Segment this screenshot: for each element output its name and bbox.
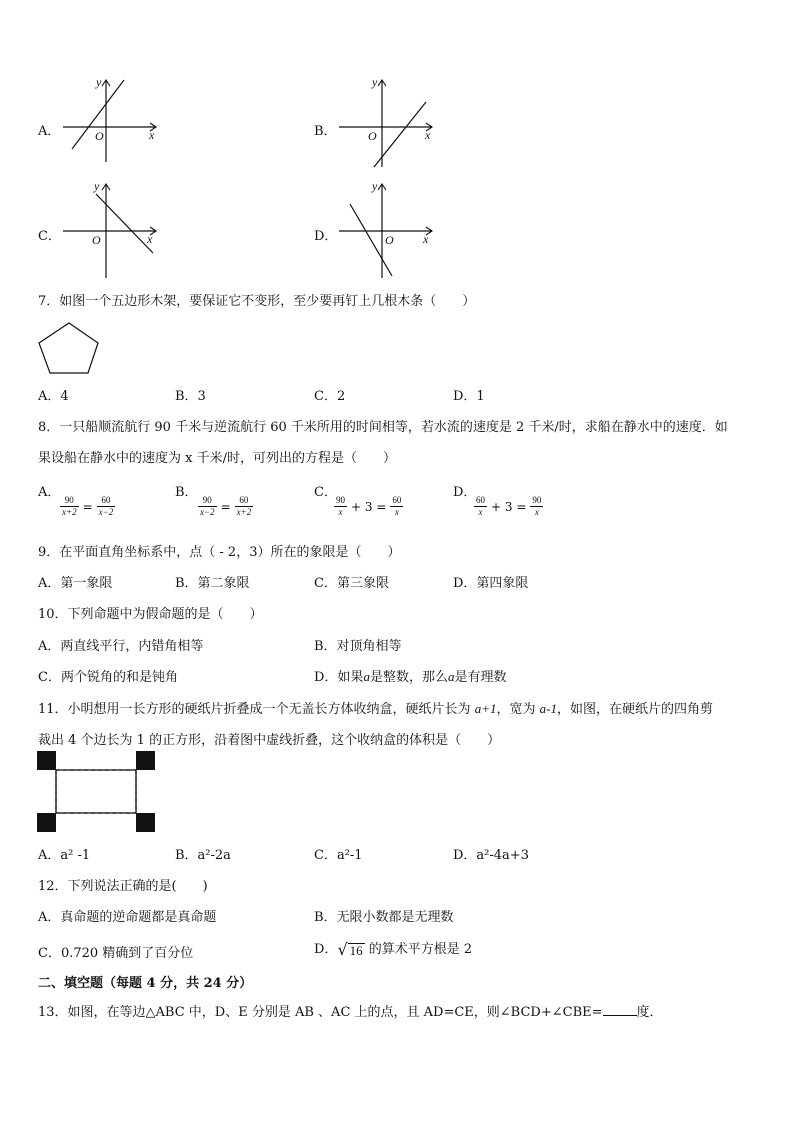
fraction: $\frac{60}{x+2}$	[236, 495, 252, 517]
origin-label: O	[368, 129, 377, 143]
q7-stem: 7．如图一个五边形木架，要保证它不变形，至少要再钉上几根木条（ ）	[38, 294, 476, 309]
q9-option-c: C．第三象限	[314, 576, 389, 591]
q13-stem: 13．如图，在等边△ABC 中，D、E 分别是 AB 、AC 上的点，且 AD=CE，则∠BCD+∠CBE= 度．	[38, 1005, 663, 1020]
section-2-title: 二、填空题（每题 4 分，共 24 分）	[38, 976, 253, 991]
q11-stem-line2: 裁出 4 个边长为 1 的正方形，沿着图中虚线折叠，这个收纳盒的体积是（ ）	[38, 733, 501, 748]
q11-option-a: A．a² -1	[38, 848, 91, 863]
q10-option-a: A．两直线平行，内错角相等	[38, 639, 204, 654]
origin-label: O	[385, 233, 394, 247]
pentagon-figure-icon	[36, 320, 102, 376]
q7-option-c: C．2	[314, 389, 346, 404]
q7-option-b: B．3	[175, 389, 206, 404]
origin-label: O	[92, 233, 101, 247]
q9-stem: 9．在平面直角坐标系中，点（ - 2，3）所在的象限是（ ）	[38, 545, 401, 560]
axis-x-label: x	[425, 128, 431, 142]
q8-option-a: $\frac{90}{x+2}$ = $\frac{60}{x-2}$	[62, 495, 114, 517]
fraction: $\frac{60}{x-2}$	[98, 495, 114, 517]
box-net-figure-icon	[36, 750, 160, 836]
q12-stem: 12．下列说法正确的是( )	[38, 879, 208, 894]
q12-option-c: C．0.720 精确到了百分位	[38, 946, 194, 961]
q8-option-d-letter: D．	[453, 485, 477, 500]
q11-option-c: C．a²-1	[314, 848, 363, 863]
q8-stem-line1: 8．一只船顺流航行 90 千米与逆流航行 60 千米所用的时间相等，若水流的速度是 2 千米/时，求船在静水中的速度．如	[38, 420, 728, 435]
q9-option-d: D．第四象限	[453, 576, 529, 591]
q10-option-b: B．对顶角相等	[314, 639, 402, 654]
fraction: $\frac{90}{x+2}$	[62, 495, 77, 517]
axis-x-label: x	[149, 128, 155, 142]
answer-blank[interactable]	[603, 1003, 637, 1016]
q9-option-b: B．第二象限	[175, 576, 250, 591]
q8-option-a-letter: A．	[38, 485, 61, 500]
q7-option-d: D．1	[453, 389, 485, 404]
q12-option-a: A．真命题的逆命题都是真命题	[38, 910, 217, 925]
q8-option-d: $\frac{60}{x}$ + 3 = $\frac{90}{x}$	[476, 495, 542, 517]
q8-option-b-letter: B．	[175, 485, 198, 500]
q11-option-b: B．a²-2a	[175, 848, 231, 863]
graph-c-icon	[58, 178, 163, 280]
q9-option-a: A．第一象限	[38, 576, 113, 591]
q10-stem: 10．下列命题中为假命题的是（ ）	[38, 607, 263, 622]
fraction: $\frac{90}{x}$	[336, 495, 345, 517]
option-letter: B．	[314, 124, 337, 139]
q12-option-d: D． √ 16 的算术平方根是 2	[314, 939, 473, 959]
axis-x-label: x	[423, 232, 429, 246]
fraction: $\frac{60}{x}$	[476, 495, 485, 517]
fraction: $\frac{90}{x-2}$	[200, 495, 215, 517]
option-letter: A．	[38, 124, 61, 139]
graph-d-icon	[334, 178, 439, 280]
origin-label: O	[95, 129, 104, 143]
q7-option-a: A．4	[38, 389, 69, 404]
fraction: $\frac{60}{x}$	[392, 495, 402, 517]
option-letter: D．	[314, 229, 338, 244]
q8-stem-line2: 果设船在静水中的速度为 x 千米/时，可列出的方程是（ ）	[38, 451, 396, 466]
axis-x-label: x	[147, 232, 153, 246]
q8-option-c-letter: C．	[314, 485, 337, 500]
q8-option-b: $\frac{90}{x-2}$ = $\frac{60}{x+2}$	[200, 495, 252, 517]
q11-option-d: D．a²-4a+3	[453, 848, 529, 863]
option-letter: C．	[38, 229, 61, 244]
axis-y-label: y	[96, 75, 102, 89]
q8-option-c: $\frac{90}{x}$ + 3 = $\frac{60}{x}$	[336, 495, 402, 517]
axis-y-label: y	[94, 179, 100, 193]
q10-option-c: C．两个锐角的和是钝角	[38, 670, 178, 685]
fraction: $\frac{90}{x}$	[532, 495, 542, 517]
graph-a-icon	[58, 74, 163, 164]
axis-y-label: y	[372, 75, 378, 89]
q12-option-b: B．无限小数都是无理数	[314, 910, 454, 925]
square-root: √ 16	[337, 939, 363, 959]
q10-option-d: D．如果a是整数，那么a是有理数	[314, 669, 507, 685]
axis-y-label: y	[372, 179, 378, 193]
graph-b-icon	[334, 74, 439, 169]
q11-stem-line1: 11．小明想用一长方形的硬纸片折叠成一个无盖长方体收纳盒，硬纸片长为 a+1，宽为 a-1，如图，在硬纸片的四角剪	[38, 701, 713, 717]
